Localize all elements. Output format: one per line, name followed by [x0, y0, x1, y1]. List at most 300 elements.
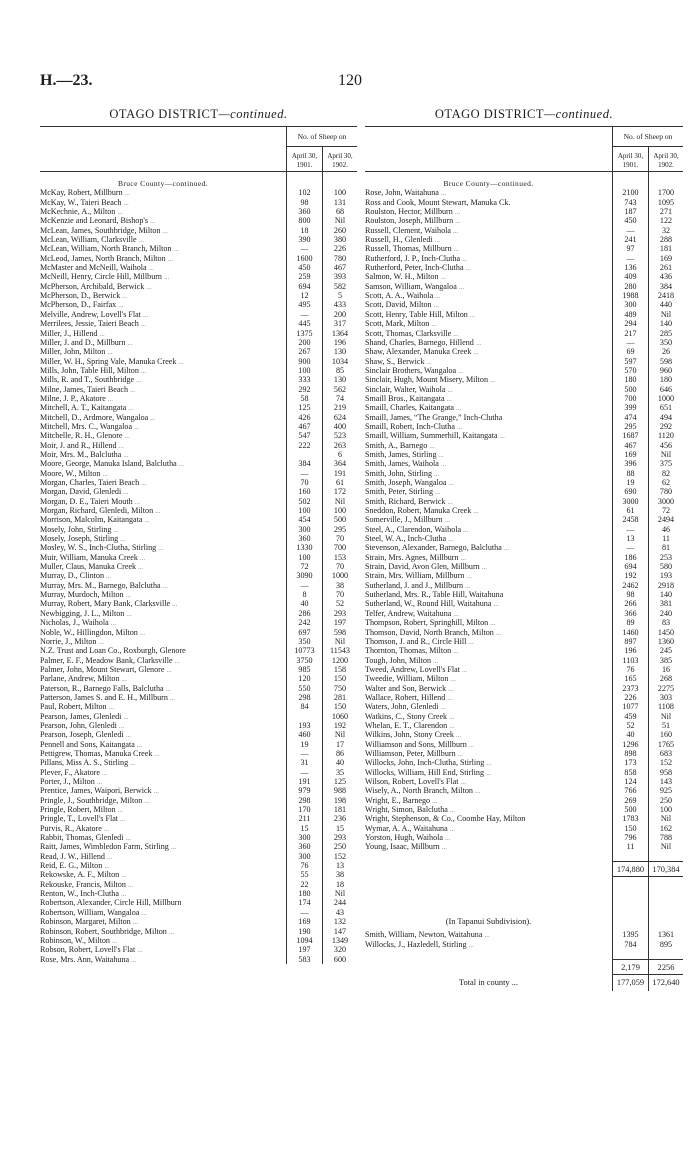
sheep-1902: 271 — [659, 207, 673, 217]
sheep-1901: 1460 — [622, 627, 639, 637]
row-leader: ... — [104, 862, 110, 871]
row-name: Merrilees, Jessie, Taieri Beach — [40, 319, 139, 329]
row-name: Smaill, Charles, Kaitangata — [365, 403, 455, 413]
row-leader: ... — [166, 665, 172, 674]
row-leader: ... — [139, 553, 146, 562]
sheep-1901: 97 — [626, 244, 635, 254]
table-row — [365, 553, 612, 562]
table-row — [40, 824, 286, 833]
row-leader: ... — [431, 320, 437, 329]
sheep-1901: 100 — [298, 552, 311, 562]
sheep-1902: 1360 — [657, 636, 675, 646]
sheep-1901: 1783 — [622, 814, 639, 824]
row-leader: ... — [453, 647, 459, 656]
row-leader: ... — [131, 955, 137, 964]
row-name: Sinclair, Walter, Waihola — [365, 384, 446, 394]
row-leader: ... — [126, 609, 132, 618]
sheep-1902: 83 — [661, 618, 671, 628]
sheep-1902: 700 — [333, 543, 347, 553]
table-row — [40, 749, 286, 758]
table-row — [365, 244, 612, 253]
sheep-1901: — — [626, 524, 635, 534]
table-row — [40, 656, 286, 665]
row-name: Tweedie, William, Milton — [365, 674, 449, 684]
row-name: Morrison, Malcolm, Kaitangata — [40, 515, 143, 525]
row-name: Pringle, T., Lovell's Flat — [40, 814, 119, 824]
table-row — [40, 375, 286, 384]
sheep-1901: 1296 — [622, 739, 639, 749]
sheep-1902: 13 — [335, 861, 345, 871]
table-row — [40, 609, 286, 618]
sheep-1902: 250 — [659, 795, 673, 805]
row-leader: ... — [118, 301, 124, 310]
row-name: Roulston, Hector, Millburn — [365, 207, 453, 217]
sheep-1901 — [287, 712, 322, 721]
row-name: Wright, Simon, Balclutha — [365, 805, 448, 815]
row-name: McNeill, Henry, Circle Hill, Millburn — [40, 272, 162, 282]
row-leader: ... — [429, 441, 435, 450]
table-row — [365, 226, 612, 235]
row-leader: ... — [460, 553, 466, 562]
sheep-1901: 300 — [624, 300, 637, 310]
row-name: Reid, E. G., Milton — [40, 861, 103, 871]
table-row — [365, 329, 612, 338]
row-leader: ... — [435, 488, 441, 497]
row-leader: ... — [469, 310, 476, 319]
sheep-1902: 181 — [333, 805, 347, 815]
row-leader: ... — [132, 918, 138, 927]
sheep-1902: 433 — [333, 300, 347, 310]
table-row — [365, 263, 612, 272]
row-name: Scott, Thomas, Clarksville — [365, 328, 452, 338]
sheep-1901: 295 — [624, 421, 637, 431]
sheep-1901: 300 — [298, 524, 311, 534]
sheep-1902: 436 — [659, 272, 673, 282]
header-group: No. of Sheep on — [613, 127, 683, 147]
sheep-1902: 750 — [333, 683, 347, 693]
table-row — [40, 889, 286, 898]
sheep-1901: 570 — [624, 365, 637, 375]
sheep-1902: 293 — [333, 833, 347, 843]
row-name: Raitt, James, Wimbledon Farm, Stirling — [40, 842, 169, 852]
row-name: Rutherford, J. P., Inch-Clutha — [365, 253, 461, 263]
table-row — [40, 870, 286, 879]
row-leader: ... — [456, 404, 462, 413]
page-ref: H.—23. — [40, 72, 93, 89]
table-row — [365, 291, 612, 300]
sheep-1902: 40 — [335, 758, 345, 768]
sheep-1902: 788 — [659, 833, 673, 843]
sheep-1902: 582 — [333, 281, 347, 291]
sheep-1901: 858 — [624, 767, 637, 777]
sheep-1901: 55 — [300, 870, 309, 880]
table-row — [40, 796, 286, 805]
sheep-1902: 1108 — [658, 702, 674, 712]
sheep-1901: 700 — [624, 393, 637, 403]
row-leader: ... — [127, 880, 134, 889]
sheep-1901: 390 — [298, 235, 311, 245]
district-title — [365, 104, 683, 126]
row-leader: ... — [101, 768, 108, 777]
row-leader: ... — [458, 282, 465, 291]
sheep-1901: 550 — [298, 683, 311, 693]
table-row — [40, 693, 286, 702]
row-leader: ... — [426, 357, 432, 366]
row-leader: ... — [121, 675, 127, 684]
row-name: Scott, David, Milton — [365, 300, 432, 310]
table-row — [40, 525, 286, 534]
row-leader: ... — [134, 497, 140, 506]
table-row — [365, 282, 612, 291]
table-row — [40, 618, 286, 627]
row-name: Morgan, Richard, Glenledi, Milton — [40, 506, 154, 516]
county-total-1902: 172,640 — [652, 977, 680, 987]
row-leader: ... — [493, 600, 499, 609]
table-row — [365, 571, 612, 580]
sheep-1901: 500 — [624, 805, 637, 815]
table-row — [365, 833, 612, 842]
row-leader: ... — [432, 796, 438, 805]
sheep-1902: 153 — [333, 552, 347, 562]
row-name: Steel, W. A., Inch-Clutha — [365, 534, 447, 544]
table-row — [40, 300, 286, 309]
row-name: McLean, James, Southbridge, Milton — [40, 225, 161, 235]
table-row — [40, 908, 286, 917]
sheep-1901: 58 — [300, 393, 309, 403]
row-name: Scott, Mark, Milton — [365, 319, 430, 329]
row-name: Roulston, Joseph, Millburn — [365, 216, 454, 226]
table-row — [40, 254, 286, 263]
sheep-1902: 162 — [659, 823, 673, 833]
sheep-1901: 690 — [624, 487, 637, 497]
table-row — [40, 553, 286, 562]
sheep-1902: 38 — [335, 870, 345, 880]
table-row — [40, 207, 286, 216]
sheep-1902: 197 — [333, 618, 347, 628]
row-leader: ... — [457, 749, 463, 758]
sheep-1902: 226 — [333, 244, 347, 254]
row-leader: ... — [98, 637, 104, 646]
row-name: Whelan, E. T., Clarendon — [365, 720, 448, 730]
sheep-1902: 100 — [333, 506, 347, 516]
sheep-1901: 796 — [624, 833, 637, 843]
row-leader: ... — [155, 507, 161, 516]
sheep-1901: 898 — [624, 748, 637, 758]
row-leader: ... — [102, 469, 108, 478]
table-row — [365, 940, 612, 949]
row-leader: ... — [169, 693, 176, 702]
sheep-1901: 366 — [624, 608, 637, 618]
table-row — [365, 300, 612, 309]
sheep-1902: 26 — [661, 347, 671, 357]
table-row — [40, 674, 286, 683]
row-name: Thompson, Robert, Springhill, Milton — [365, 618, 489, 628]
sheep-1901: 298 — [298, 795, 311, 805]
sheep-1901: 187 — [624, 207, 637, 217]
sheep-1901: 180 — [624, 375, 637, 385]
sheep-1901: — — [626, 337, 635, 347]
sheep-1902: 1060 — [331, 711, 349, 721]
row-name: Smith, Richard, Berwick — [365, 496, 446, 506]
row-leader: ... — [120, 815, 126, 824]
row-name: Watkins, C., Stony Creek — [365, 711, 448, 721]
table-row — [40, 282, 286, 291]
sheep-1902: 780 — [659, 487, 673, 497]
sheep-1901: 10773 — [294, 646, 315, 656]
row-name: McLean, William, North Branch, Milton — [40, 244, 172, 254]
sheep-1901: 384 — [298, 459, 311, 469]
row-leader: ... — [458, 366, 464, 375]
sheep-1901: 1988 — [622, 291, 639, 301]
sheep-1901: 267 — [298, 347, 311, 357]
row-name: Robinson, W., Milton — [40, 935, 110, 945]
row-name: Strain, David, Avon Glen, Millburn — [365, 562, 480, 572]
table-row — [365, 338, 612, 347]
sheep-1902: 193 — [659, 571, 673, 581]
sheep-1902: 393 — [333, 272, 347, 282]
table-row — [40, 469, 286, 478]
row-name: Murray, Murdoch, Milton — [40, 590, 124, 600]
row-name: Mosley, W. S., Inch-Clutha, Stirling — [40, 543, 157, 553]
sheep-1902: 2918 — [657, 580, 675, 590]
sheep-1901: 197 — [298, 945, 311, 955]
row-name: McKenzie and Leonard, Bishop's — [40, 216, 148, 226]
table-row — [40, 385, 286, 394]
row-leader: ... — [503, 544, 510, 553]
row-leader: ... — [456, 422, 463, 431]
row-name: Miller, J., Hillend — [40, 328, 98, 338]
row-name: Smith, John, Stirling — [365, 468, 433, 478]
row-name: Salmon, W. H., Milton — [365, 272, 439, 282]
row-name: Pearson, John, Glenledi — [40, 720, 117, 730]
row-leader: ... — [139, 628, 146, 637]
sheep-1902: 100 — [659, 805, 673, 815]
row-name: Shaw, Alexander, Manuka Creek — [365, 347, 472, 357]
row-name: Milne, J. P., Akatore — [40, 393, 106, 403]
table-row — [40, 347, 286, 356]
row-name: Patterson, James S. and E. H., Millburn — [40, 692, 168, 702]
table-row — [40, 394, 286, 403]
table-row — [40, 403, 286, 412]
sheep-1901: 474 — [624, 412, 637, 422]
table-row — [40, 366, 286, 375]
row-name: Rose, John, Waitahuna — [365, 188, 439, 198]
sheep-1902: 245 — [659, 646, 673, 656]
row-leader: ... — [150, 217, 156, 226]
row-leader: ... — [435, 292, 441, 301]
row-name: Robinson, Robert, Southbridge, Milton — [40, 926, 167, 936]
row-leader: ... — [123, 712, 129, 721]
sheep-1902: 130 — [333, 347, 347, 357]
table-row — [365, 628, 612, 637]
row-leader: ... — [455, 217, 461, 226]
row-leader: ... — [178, 357, 184, 366]
sheep-1901: 460 — [298, 730, 311, 740]
table-row — [40, 786, 286, 795]
row-name: Murray, Mrs. M., Barnego, Balclutha — [40, 580, 161, 590]
sheep-1902: 500 — [333, 515, 347, 525]
table-row — [365, 581, 612, 590]
row-name: Sinclair, Hugh, Mount Misery, Milton — [365, 375, 489, 385]
sheep-1901: 169 — [624, 449, 637, 459]
row-name: Newbigging, J. L., Milton — [40, 608, 125, 618]
table-row — [40, 768, 286, 777]
sheep-1901: — — [300, 309, 309, 319]
row-leader: ... — [153, 787, 159, 796]
row-name: Miller, J. and D., Millburn — [40, 337, 126, 347]
row-name: Wisely, A., North Branch, Milton — [365, 786, 473, 796]
sheep-1902: 440 — [659, 300, 673, 310]
sheep-1902: 86 — [335, 748, 345, 758]
row-leader: ... — [445, 834, 451, 843]
sheep-1902: 192 — [333, 720, 347, 730]
row-name: Purvis, R., Akatore — [40, 823, 102, 833]
table-row — [40, 226, 286, 235]
table-row — [40, 945, 286, 954]
sheep-1902: 147 — [333, 926, 347, 936]
row-name: Moir, J. and R., Hillend — [40, 440, 117, 450]
row-name: Williamson and Sons, Millburn — [365, 739, 467, 749]
sheep-1901: 19 — [300, 739, 309, 749]
sheep-1901: 2100 — [622, 188, 639, 198]
table-row — [365, 824, 612, 833]
sheep-1902: 285 — [659, 328, 673, 338]
row-leader: ... — [434, 469, 440, 478]
sheep-1901: 500 — [624, 384, 637, 394]
row-name: Sneddon, Robert, Manuka Creek — [365, 506, 472, 516]
sheep-1901: 98 — [300, 197, 309, 207]
sheep-1902: 562 — [333, 384, 347, 394]
row-name: Sutherland, W., Round Hill, Waitahuna — [365, 599, 492, 609]
sheep-1901: 2458 — [622, 515, 639, 525]
sheep-1902: 15 — [335, 823, 345, 833]
row-name: Miller, W. H., Spring Vale, Manuka Creek — [40, 356, 177, 366]
table-row — [365, 674, 612, 683]
row-leader: ... — [434, 236, 440, 245]
sheep-1902: 196 — [333, 337, 347, 347]
sheep-1901: 190 — [298, 926, 311, 936]
table-row — [40, 805, 286, 814]
sheep-1902: 1000 — [657, 393, 675, 403]
row-leader: ... — [460, 778, 466, 786]
sheep-1901: 450 — [624, 216, 637, 226]
row-name: Thomson, David, North Branch, Milton — [365, 627, 494, 637]
row-name: Parlane, Andrew, Milton — [40, 674, 120, 684]
table-row — [365, 618, 612, 627]
table-row — [40, 291, 286, 300]
sheep-1902: 1000 — [331, 571, 349, 581]
table-row — [40, 898, 286, 907]
row-leader: ... — [150, 413, 156, 422]
sheep-1902: 152 — [659, 758, 673, 768]
row-name: Smith, William, Newton, Waitahuna — [365, 930, 483, 940]
table-row — [365, 357, 612, 366]
sheep-1902: 198 — [333, 795, 347, 805]
row-name: Mitchelle, R. H., Glenore — [40, 431, 123, 441]
table-row — [40, 319, 286, 328]
county-total-1901: 177,059 — [616, 977, 645, 987]
row-name: Miller, John, Milton — [40, 347, 106, 357]
table-row — [365, 450, 612, 459]
row-leader: ... — [174, 656, 180, 665]
row-name: McPherson, Archibald, Berwick — [40, 281, 145, 291]
row-leader: ... — [162, 226, 168, 235]
sheep-1902: Nil — [334, 889, 346, 899]
sheep-1901: 22 — [300, 879, 309, 889]
sheep-1901: 89 — [626, 618, 635, 628]
sheep-1902: 261 — [659, 263, 673, 273]
sheep-1902: 268 — [659, 674, 673, 684]
table-row — [365, 478, 612, 487]
row-leader: ... — [118, 441, 124, 450]
table-row — [365, 590, 612, 599]
table-header — [365, 126, 683, 172]
sheep-1902: 651 — [659, 403, 673, 413]
row-leader: ... — [154, 749, 160, 758]
sheep-1901: 360 — [298, 534, 311, 544]
row-leader: ... — [143, 310, 149, 319]
row-leader: ... — [453, 226, 459, 235]
table-row — [40, 216, 286, 225]
sheep-1902: 988 — [333, 786, 347, 796]
sheep-1901: 125 — [298, 403, 311, 413]
sheep-1901: 193 — [298, 720, 311, 730]
header-year-1901: April 30, 1901. — [617, 152, 644, 169]
row-leader: ... — [499, 432, 505, 441]
table-row — [365, 684, 612, 693]
sheep-1901: 150 — [624, 823, 637, 833]
table-row — [365, 805, 612, 814]
row-leader: ... — [162, 581, 168, 590]
sheep-1901: 124 — [624, 777, 637, 786]
row-leader: ... — [168, 927, 175, 936]
sheep-1901: 120 — [298, 674, 311, 684]
table-row — [40, 777, 286, 786]
table-row — [365, 198, 612, 207]
sheep-1901: 766 — [624, 786, 637, 796]
row-leader: ... — [447, 693, 453, 702]
row-leader: ... — [473, 348, 479, 357]
sheep-1902: 62 — [661, 478, 671, 487]
row-name: Waters, John, Glenledi — [365, 702, 439, 712]
row-leader: ... — [127, 338, 133, 347]
table-row — [40, 441, 286, 450]
row-name: Smith, James, Waihola — [365, 459, 439, 469]
row-name: Somerville, J., Millburn — [365, 515, 443, 525]
table-row — [40, 684, 286, 693]
row-leader: ... — [454, 208, 461, 217]
table-row — [365, 758, 612, 767]
sheep-1902: 260 — [333, 225, 347, 235]
row-name: Strain, Mrs. William, Millburn — [365, 571, 465, 581]
row-leader: ... — [448, 479, 454, 487]
sheep-1901: 13 — [626, 534, 635, 544]
table-row — [365, 506, 612, 515]
row-name: Tough, John, Milton — [365, 655, 431, 665]
row-name: Wilkins, John, Stony Creek — [365, 730, 454, 740]
table-row — [40, 581, 286, 590]
sheep-1902: 70 — [335, 590, 345, 600]
row-leader: ... — [123, 488, 129, 497]
subtotal-1902: 170,384 — [649, 861, 683, 877]
table-row — [40, 244, 286, 253]
sheep-1901: — — [300, 748, 309, 758]
sheep-1902: 467 — [333, 263, 347, 273]
sheep-1902: 295 — [333, 524, 347, 534]
row-name: Murray, Robert, Mary Bank, Clarksville — [40, 599, 171, 609]
row-leader: ... — [134, 422, 140, 431]
sheep-1902: 85 — [335, 365, 345, 375]
